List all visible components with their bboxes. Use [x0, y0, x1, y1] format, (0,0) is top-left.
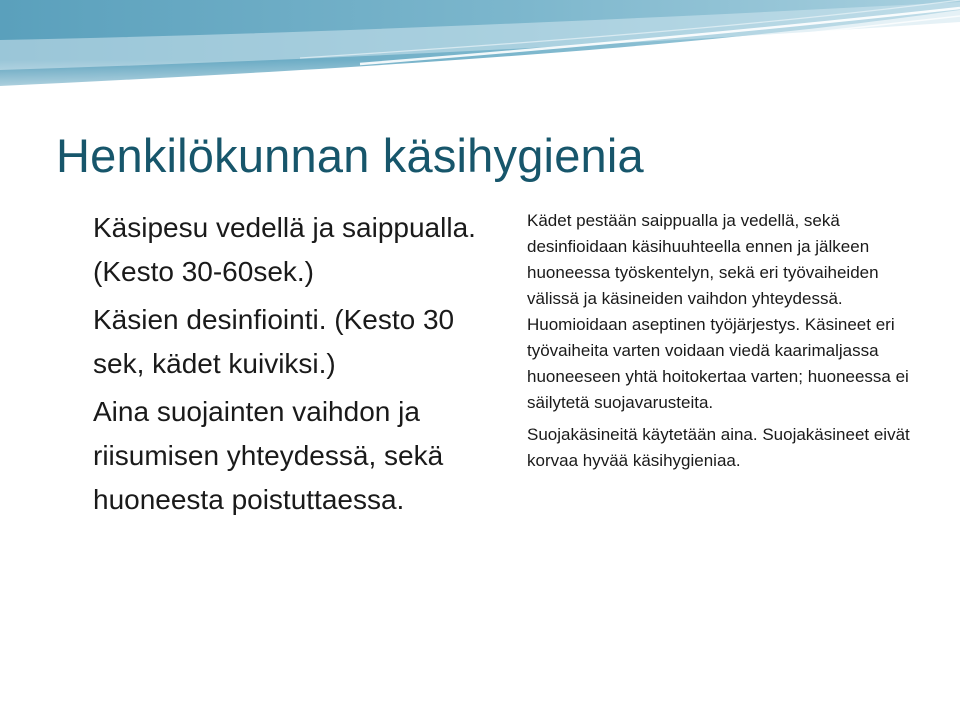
right-paragraph-gloves: Suojakäsineitä käytetään aina. Suojakäsineet eivät korvaa hyvää käsihygieniaa.	[527, 425, 910, 470]
band-fade	[0, 60, 960, 112]
decorative-header-band	[0, 0, 960, 112]
right-text-column	[527, 208, 922, 480]
slide-title: Henkilökunnan käsihygienia	[56, 129, 644, 182]
right-paragraph-instructions: Kädet pestään saippualla ja vedellä, sekä desinfioidaan käsihuuhteella ennen ja jälkeen huoneessa työskentelyn, sekä eri työvaiheiden välissä ja käsineiden vaihdon yhteydessä. Huomioidaan aseptinen työjärjestys. Käsineet eri työvaiheita varten voidaan viedä kaarimaljassa huoneeseen yhtä hoitokertaa varten; huoneessa ei säilytetä suojavarusteita.	[527, 211, 909, 412]
left-paragraph-handwash: Käsipesu vedellä ja saippualla. (Kesto 30-60sek.)	[93, 212, 476, 287]
left-paragraph-disinfection: Käsien desinfiointi. (Kesto 30 sek, kädet kuiviksi.)	[93, 304, 455, 379]
left-text-column	[93, 206, 483, 526]
left-paragraph-protective-equipment: Aina suojainten vaihdon ja riisumisen yhteydessä, sekä huoneesta poistuttaessa.	[93, 396, 444, 515]
